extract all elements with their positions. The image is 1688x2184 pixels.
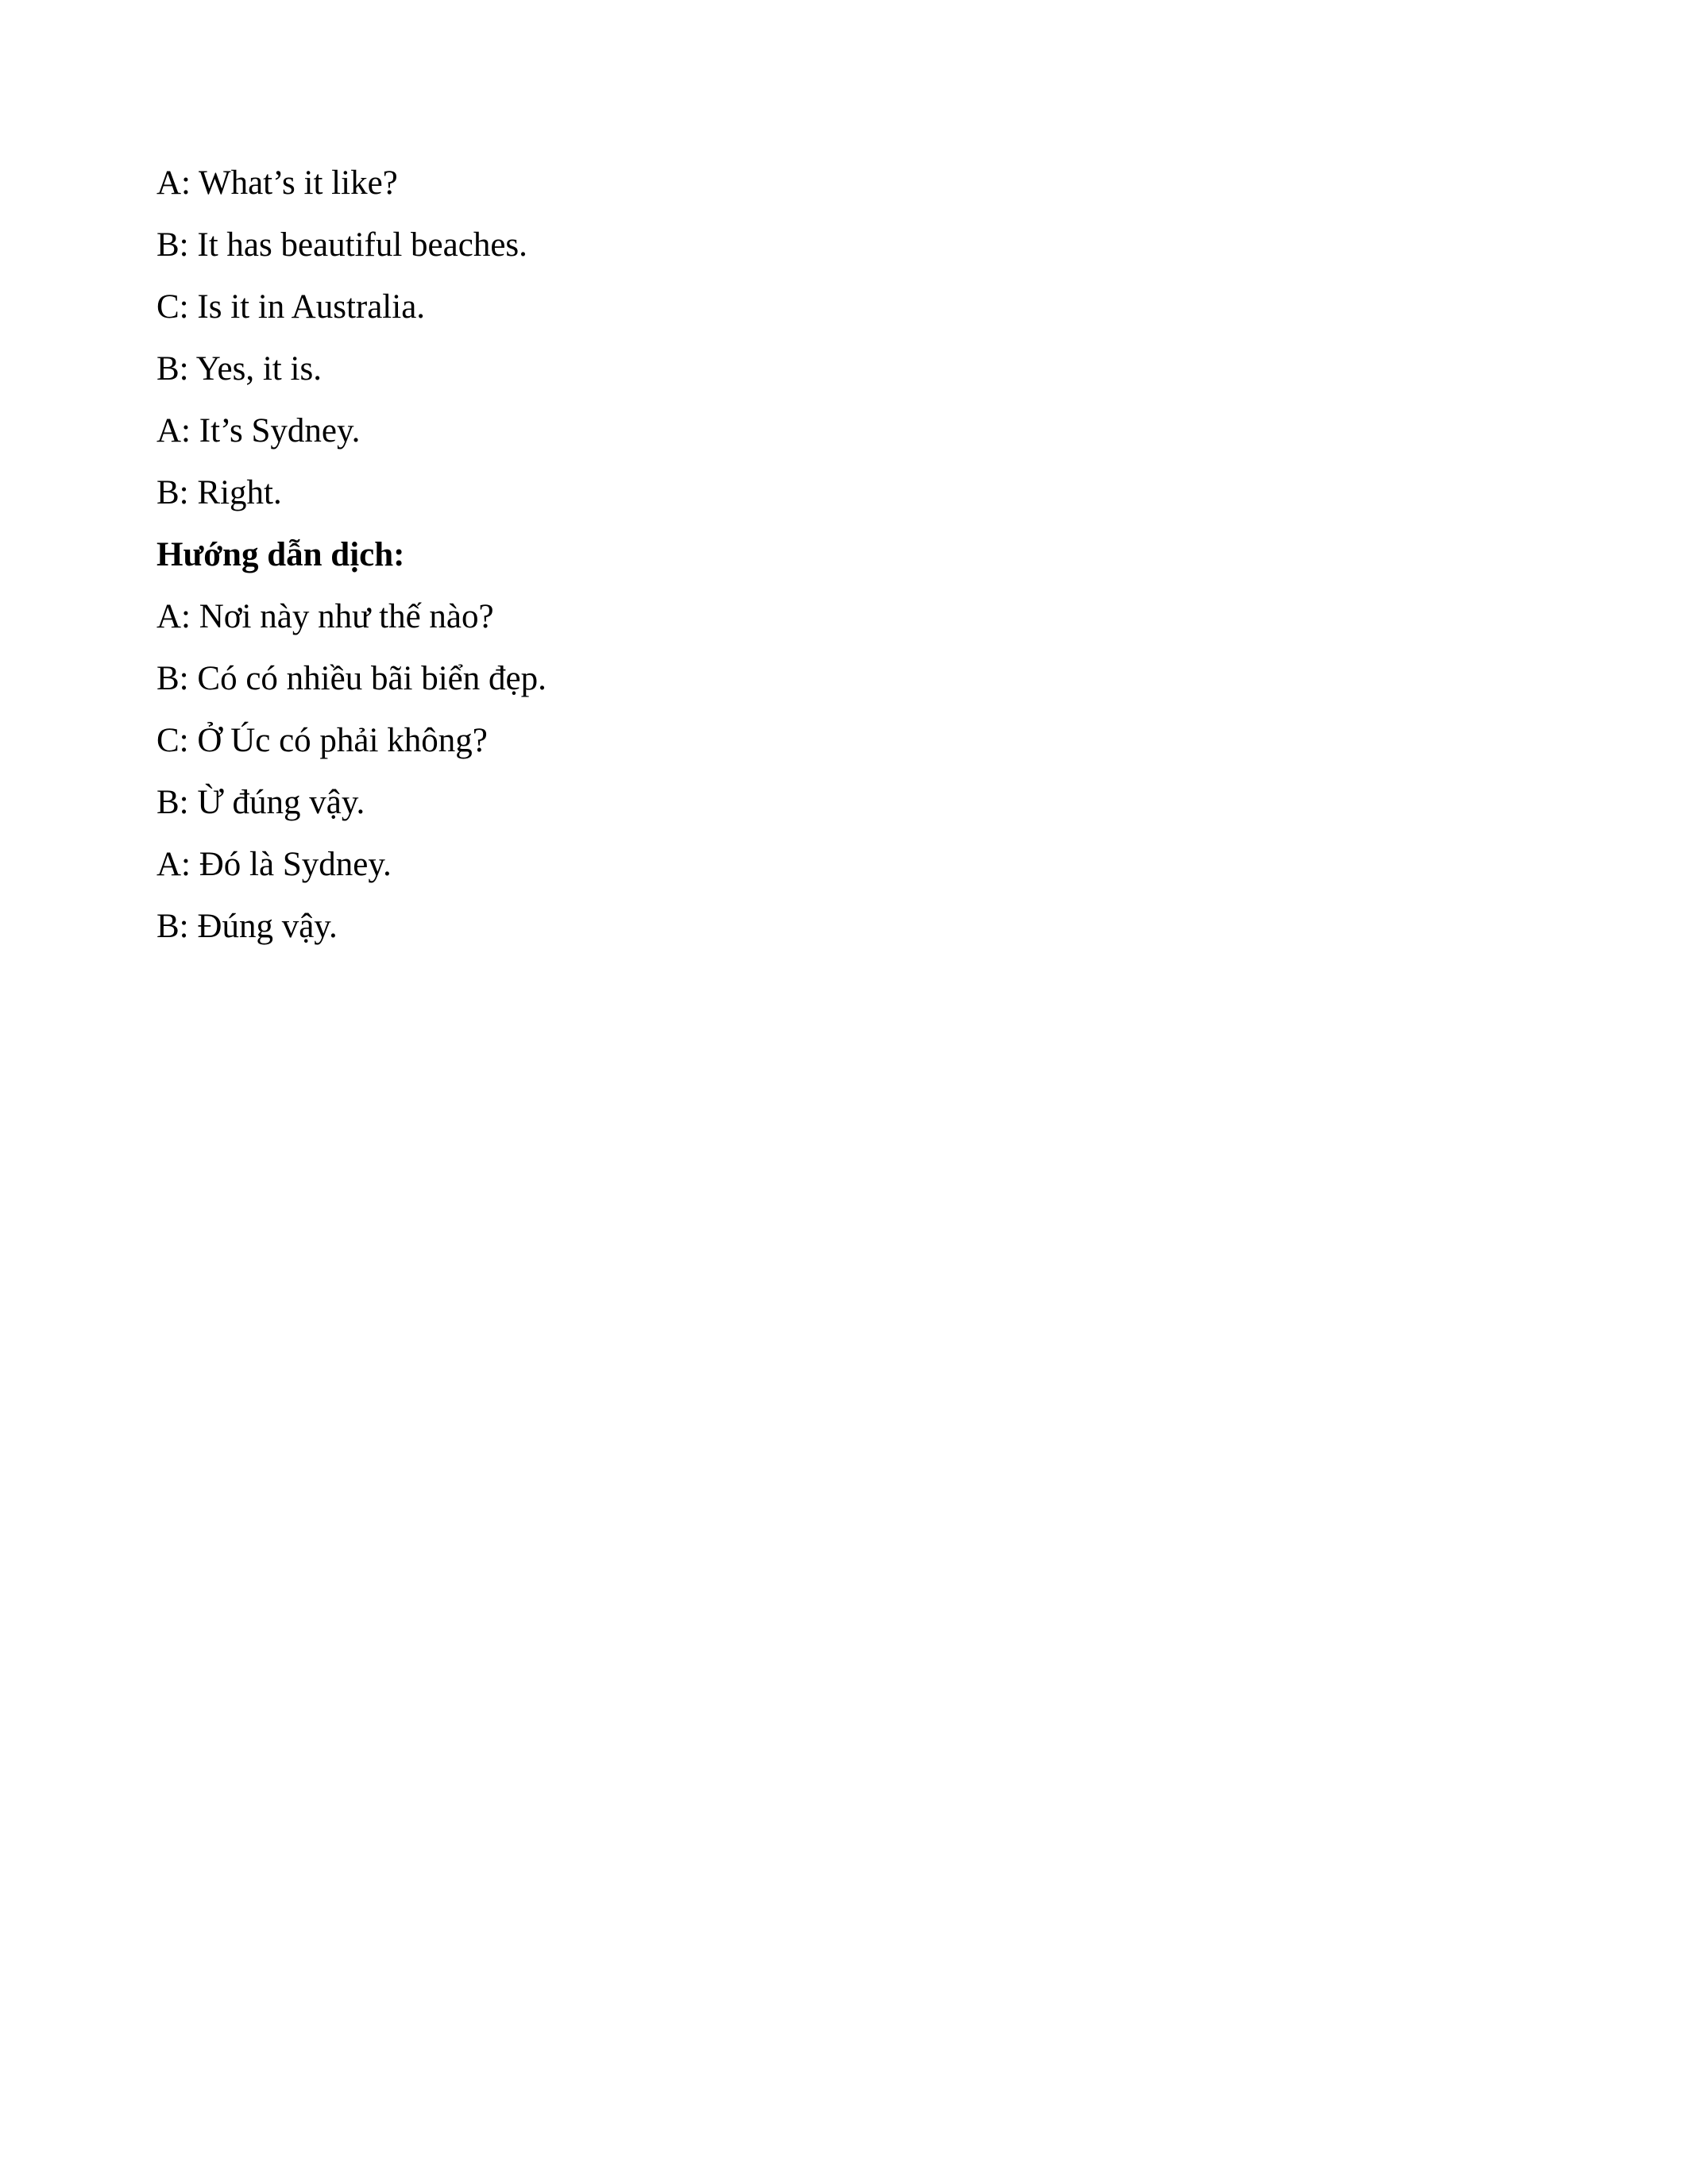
dialogue-text: Is it in Australia. <box>197 288 426 326</box>
speaker-label: B: <box>156 350 189 388</box>
dialogue-line-en <box>156 152 1531 214</box>
speaker-label: B: <box>156 660 189 697</box>
speaker-label: A: <box>156 164 191 202</box>
speaker-label: A: <box>156 598 191 635</box>
speaker-label: C: <box>156 288 189 326</box>
dialogue-line-en <box>156 276 1531 338</box>
dialogue-line-vi <box>156 586 1531 648</box>
dialogue-text: What’s it like? <box>198 164 398 202</box>
dialogue-text: It’s Sydney. <box>199 412 361 450</box>
dialogue-text: Nơi này như thế nào? <box>199 598 494 635</box>
speaker-label: C: <box>156 722 189 759</box>
dialogue-text: Đó là Sydney. <box>199 846 392 883</box>
speaker-label: B: <box>156 226 189 264</box>
dialogue-line-en <box>156 462 1531 524</box>
dialogue-text: Có có nhiều bãi biển đẹp. <box>197 660 547 697</box>
dialogue-text: Đúng vậy. <box>197 908 338 945</box>
dialogue-line-vi <box>156 772 1531 834</box>
dialogue-text: Right. <box>197 474 282 511</box>
speaker-label: B: <box>156 474 189 511</box>
document-body <box>156 152 1531 958</box>
speaker-label: B: <box>156 908 189 945</box>
dialogue-line-vi <box>156 710 1531 772</box>
speaker-label: A: <box>156 412 191 450</box>
dialogue-line-vi <box>156 648 1531 710</box>
dialogue-text: Ở Úc có phải không? <box>197 722 488 759</box>
dialogue-line-en <box>156 214 1531 276</box>
dialogue-text: It has beautiful beaches. <box>197 226 527 264</box>
dialogue-line-en <box>156 338 1531 400</box>
translation-heading: Hướng dẫn dịch: <box>156 536 405 573</box>
dialogue-line-en <box>156 400 1531 462</box>
dialogue-text: Ừ đúng vậy. <box>197 784 365 821</box>
speaker-label: B: <box>156 784 189 821</box>
dialogue-line-vi <box>156 896 1531 958</box>
dialogue-line-vi <box>156 834 1531 896</box>
dialogue-text: Yes, it is. <box>195 350 322 388</box>
speaker-label: A: <box>156 846 191 883</box>
